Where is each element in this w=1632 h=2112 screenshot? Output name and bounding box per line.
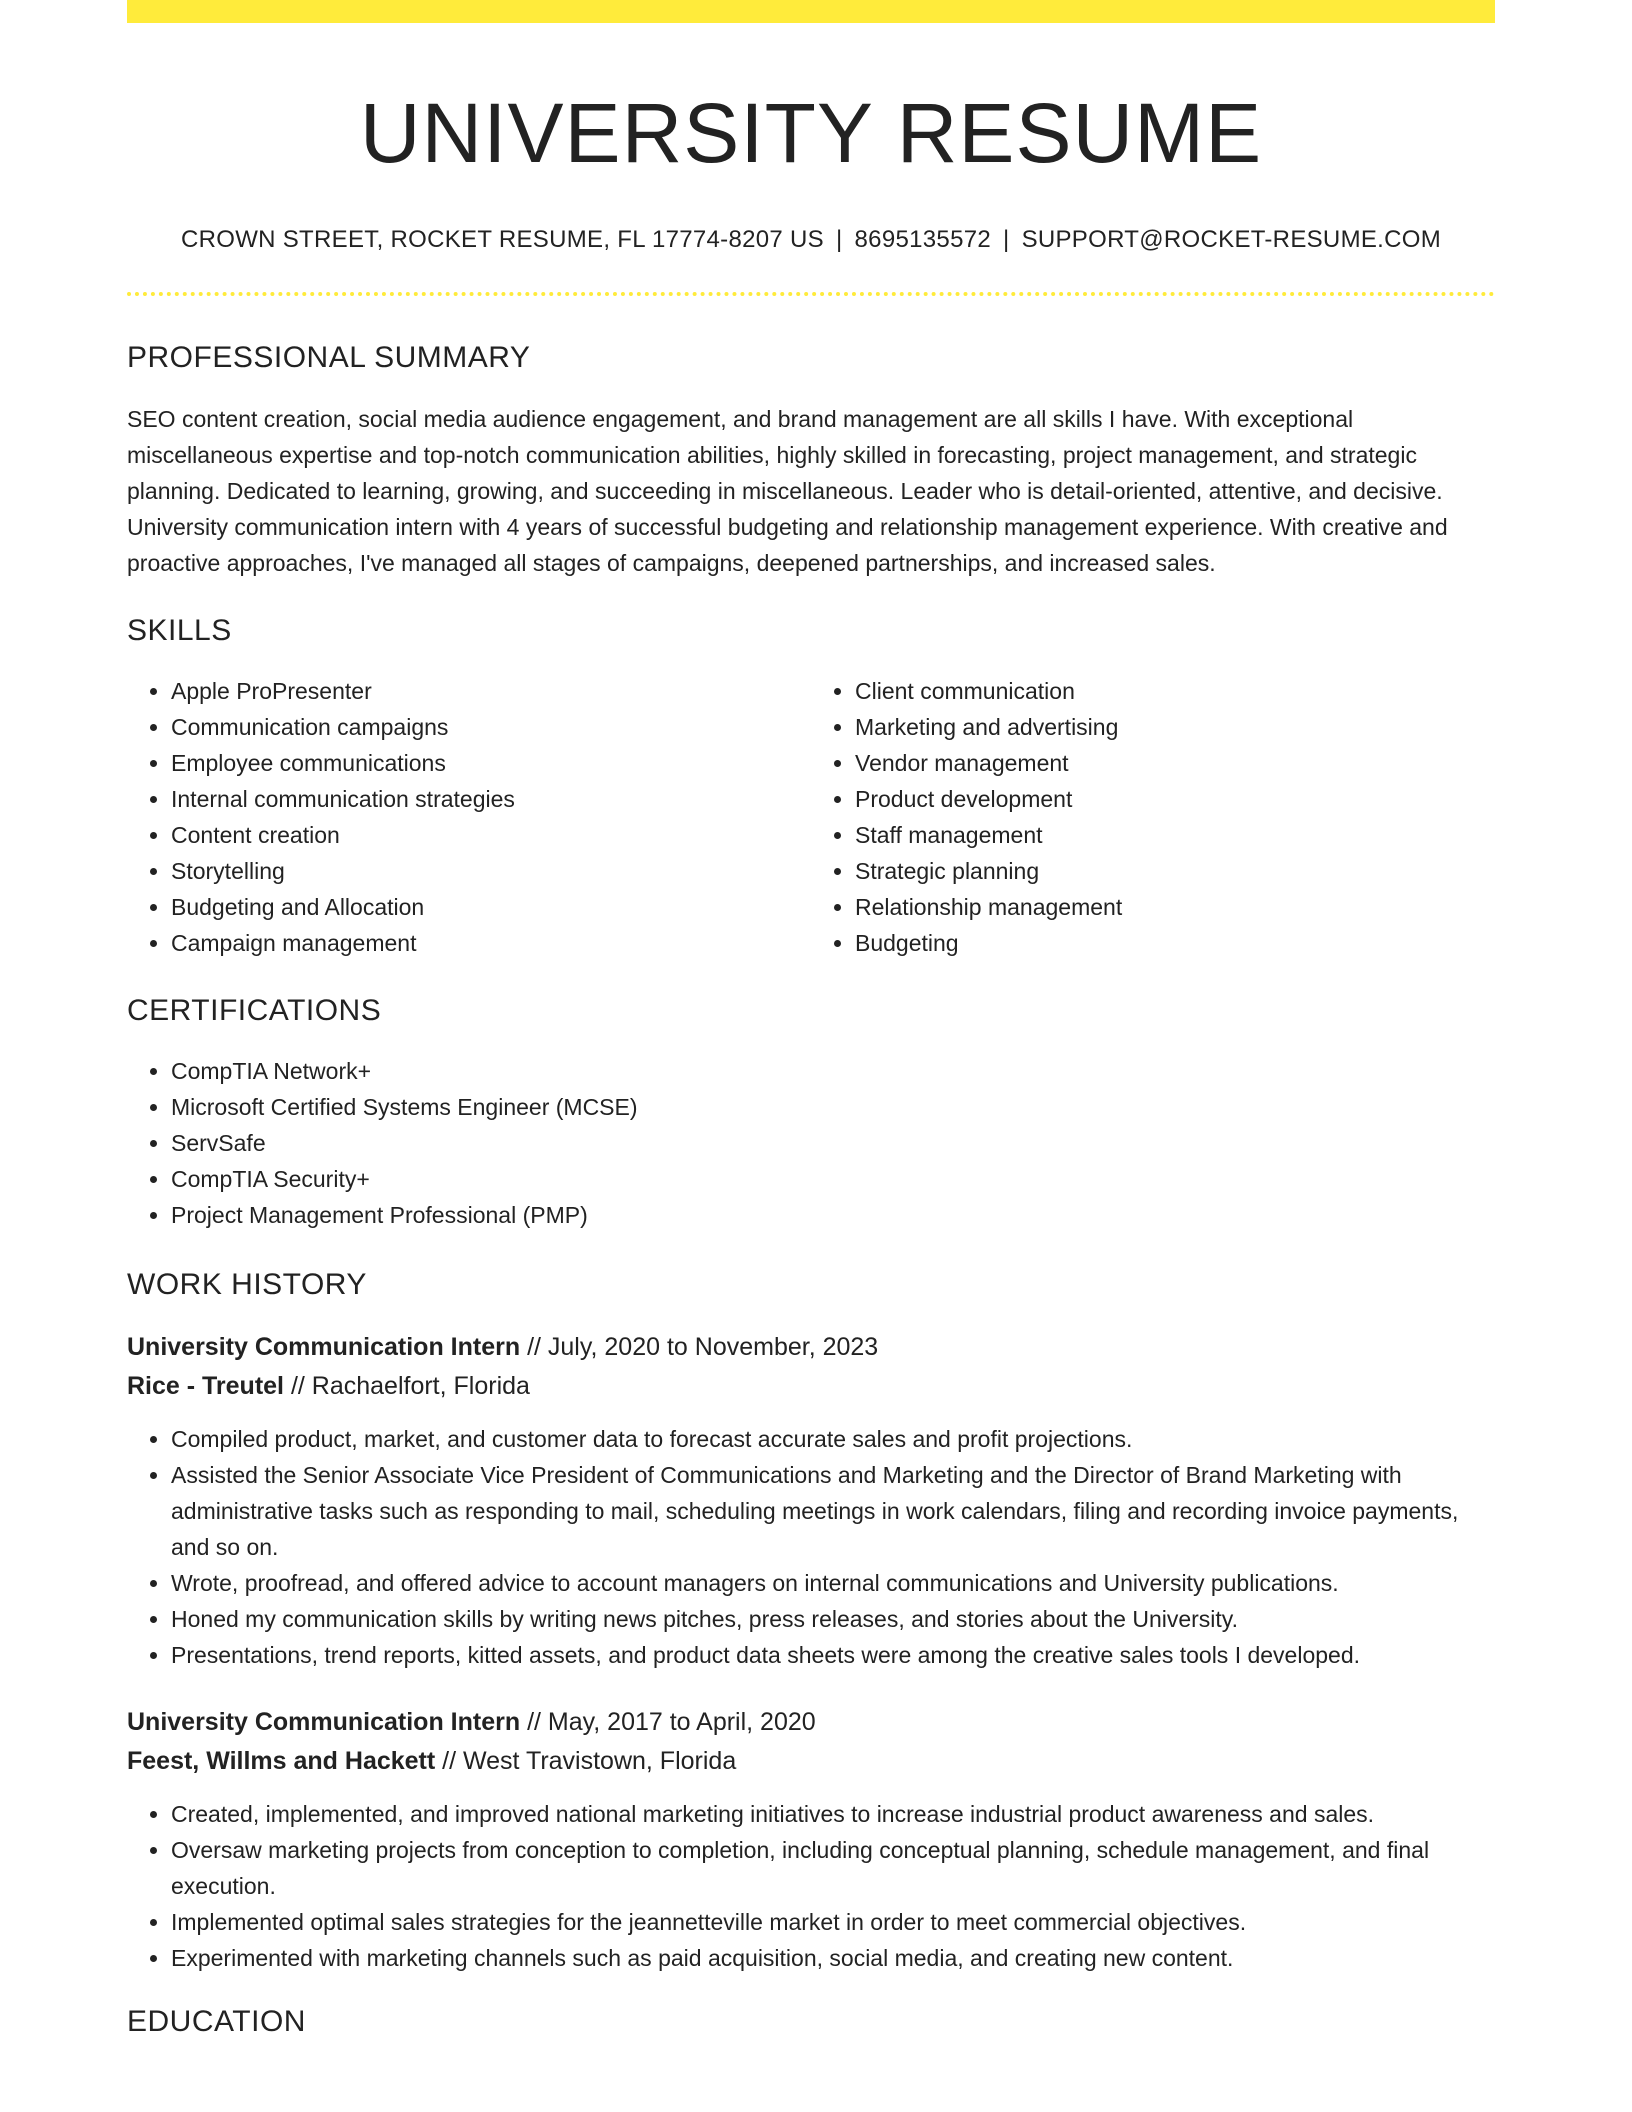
job-role: University Communication Intern xyxy=(127,1332,521,1361)
skills-title: SKILLS xyxy=(127,613,232,647)
skill-item: • Product development xyxy=(855,781,1495,817)
job-bullet: • Oversaw marketing projects from conception to completion, including conceptual planning, schedule management, and final execution. xyxy=(171,1832,1495,1904)
job-company-line xyxy=(127,1367,1495,1406)
job-bullets xyxy=(127,1796,1495,1976)
certification-item: • CompTIA Security+ xyxy=(171,1161,1495,1197)
certification-item: • Project Management Professional (PMP) xyxy=(171,1197,1495,1233)
resume-name: UNIVERSITY RESUME xyxy=(359,86,1263,180)
job-bullet: • Implemented optimal sales strategies for the jeannetteville market in order to meet commercial objectives. xyxy=(171,1904,1495,1940)
top-accent-bar xyxy=(127,0,1495,23)
summary-text: SEO content creation, social media audience engagement, and brand management are all skills I have. With exceptional miscellaneous expertise and top-notch communication abilities, highly skilled in forecasting, project management, and strategic planning. Dedicated to learning, growing, and succeeding in miscellaneous. Leader who is detail-oriented, attentive, and decisive. University communication intern with 4 years of successful budgeting and relationship management experience. With creative and proactive approaches, I've managed all stages of campaigns, deepened partnerships, and increased sales. xyxy=(127,405,1448,576)
contact-line xyxy=(127,226,1495,254)
certification-item: • ServSafe xyxy=(171,1125,1495,1161)
skill-item: • Storytelling xyxy=(171,853,811,889)
job-bullet: • Honed my communication skills by writing news pitches, press releases, and stories about the University. xyxy=(171,1601,1495,1637)
job-role: University Communication Intern xyxy=(127,1707,521,1736)
job-role-line xyxy=(127,1703,1495,1742)
job-bullet: • Wrote, proofread, and offered advice to account managers on internal communications and University publications. xyxy=(171,1565,1495,1601)
certifications-title: CERTIFICATIONS xyxy=(127,993,382,1027)
education-title: EDUCATION xyxy=(127,2004,306,2038)
job-dates: // May, 2017 to April, 2020 xyxy=(520,1707,816,1736)
skill-item: • Budgeting xyxy=(855,925,1495,961)
job-bullet: • Presentations, trend reports, kitted assets, and product data sheets were among the creative sales tools I developed. xyxy=(171,1637,1495,1673)
skill-item: • Campaign management xyxy=(171,925,811,961)
address: CROWN STREET, ROCKET RESUME, FL 17774-8207 US xyxy=(180,225,824,253)
job-role-line xyxy=(127,1328,1495,1367)
job-company-line xyxy=(127,1742,1495,1781)
job-company: Rice - Treutel xyxy=(127,1371,284,1400)
skill-item: • Apple ProPresenter xyxy=(171,673,811,709)
job-entry xyxy=(127,1328,1495,1673)
certifications-list xyxy=(127,1053,1495,1233)
dotted-divider xyxy=(127,292,1495,296)
summary-title: PROFESSIONAL SUMMARY xyxy=(127,340,531,374)
skill-item: • Content creation xyxy=(171,817,811,853)
skills-right-list xyxy=(811,673,1495,961)
skill-item: • Vendor management xyxy=(855,745,1495,781)
job-bullet: • Assisted the Senior Associate Vice President of Communications and Marketing and the Director of Brand Marketing with administrative tasks such as responding to mail, scheduling meetings in work calendars, filing and recording invoice payments, and so on. xyxy=(171,1457,1495,1565)
email: SUPPORT@ROCKET-RESUME.COM xyxy=(1021,225,1442,253)
skill-item: • Strategic planning xyxy=(855,853,1495,889)
job-company: Feest, Willms and Hackett xyxy=(127,1746,436,1775)
job-entry xyxy=(127,1703,1495,1976)
skill-item: • Employee communications xyxy=(171,745,811,781)
certification-item: • CompTIA Network+ xyxy=(171,1053,1495,1089)
contact-separator: | xyxy=(835,225,843,253)
skills-columns xyxy=(127,673,1495,961)
job-location: // West Travistown, Florida xyxy=(435,1746,737,1775)
job-bullet: • Compiled product, market, and customer data to forecast accurate sales and profit projections. xyxy=(171,1421,1495,1457)
job-bullet: • Experimented with marketing channels such as paid acquisition, social media, and creating new content. xyxy=(171,1940,1495,1976)
job-bullet: • Created, implemented, and improved national marketing initiatives to increase industrial product awareness and sales. xyxy=(171,1796,1495,1832)
contact-separator: | xyxy=(1003,225,1010,253)
skill-item: • Internal communication strategies xyxy=(171,781,811,817)
job-dates: // July, 2020 to November, 2023 xyxy=(520,1332,879,1361)
skill-item: • Staff management xyxy=(855,817,1495,853)
skill-item: • Marketing and advertising xyxy=(855,709,1495,745)
certification-item: • Microsoft Certified Systems Engineer (MCSE) xyxy=(171,1089,1495,1125)
job-location: // Rachaelfort, Florida xyxy=(284,1371,530,1400)
phone: 8695135572 xyxy=(854,225,992,253)
skill-item: • Client communication xyxy=(855,673,1495,709)
work-history-title: WORK HISTORY xyxy=(127,1267,367,1301)
job-bullets xyxy=(127,1421,1495,1673)
skill-item: • Communication campaigns xyxy=(171,709,811,745)
skill-item: • Budgeting and Allocation xyxy=(171,889,811,925)
resume-page xyxy=(127,0,1495,2040)
skill-item: • Relationship management xyxy=(855,889,1495,925)
skills-left-list xyxy=(127,673,811,961)
